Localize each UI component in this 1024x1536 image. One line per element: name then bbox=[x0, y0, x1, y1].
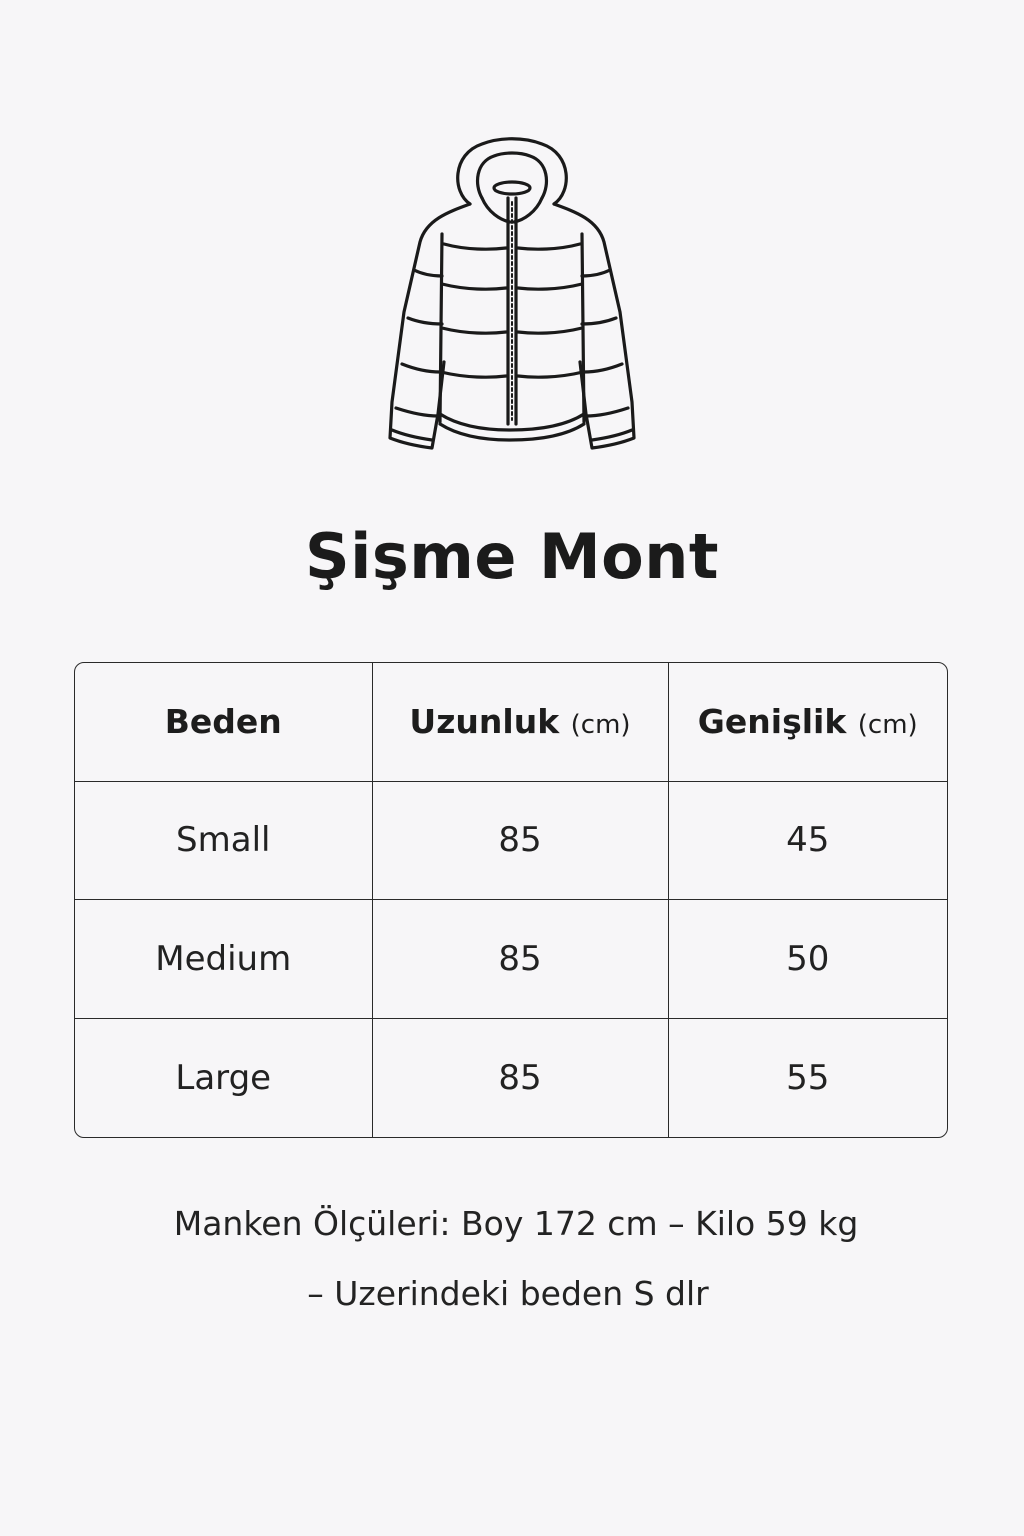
size-cell: Large bbox=[75, 1018, 372, 1137]
header-width: Genişlik (cm) bbox=[668, 663, 947, 781]
table-row bbox=[75, 781, 947, 900]
puffer-jacket-icon bbox=[382, 132, 642, 458]
size-cell: Small bbox=[75, 781, 372, 900]
width-cell: 55 bbox=[786, 1057, 830, 1098]
length-cell: 85 bbox=[372, 900, 668, 1019]
width-cell: 45 bbox=[668, 781, 947, 900]
table-row bbox=[75, 900, 947, 1019]
table-row bbox=[75, 1018, 947, 1137]
size-cell: Medium bbox=[75, 900, 372, 1019]
header-length: Uzunluk (cm) bbox=[372, 663, 668, 781]
model-size-text: – Uzerindeki beden S dlr bbox=[307, 1274, 709, 1313]
page-title: Şişme Mont bbox=[304, 520, 720, 593]
header-size: Beden bbox=[75, 663, 372, 781]
model-measurements-text: Manken Ölçüleri: Boy 172 cm – Kilo 59 kg bbox=[173, 1204, 859, 1243]
header-length-unit: (cm) bbox=[570, 710, 631, 741]
table-header-row bbox=[75, 663, 947, 781]
width-cell: 50 bbox=[668, 900, 947, 1019]
header-width-unit: (cm) bbox=[857, 710, 918, 741]
length-cell: 85 bbox=[372, 1018, 668, 1137]
length-cell: 85 bbox=[372, 781, 668, 900]
size-chart-table bbox=[74, 662, 948, 1138]
